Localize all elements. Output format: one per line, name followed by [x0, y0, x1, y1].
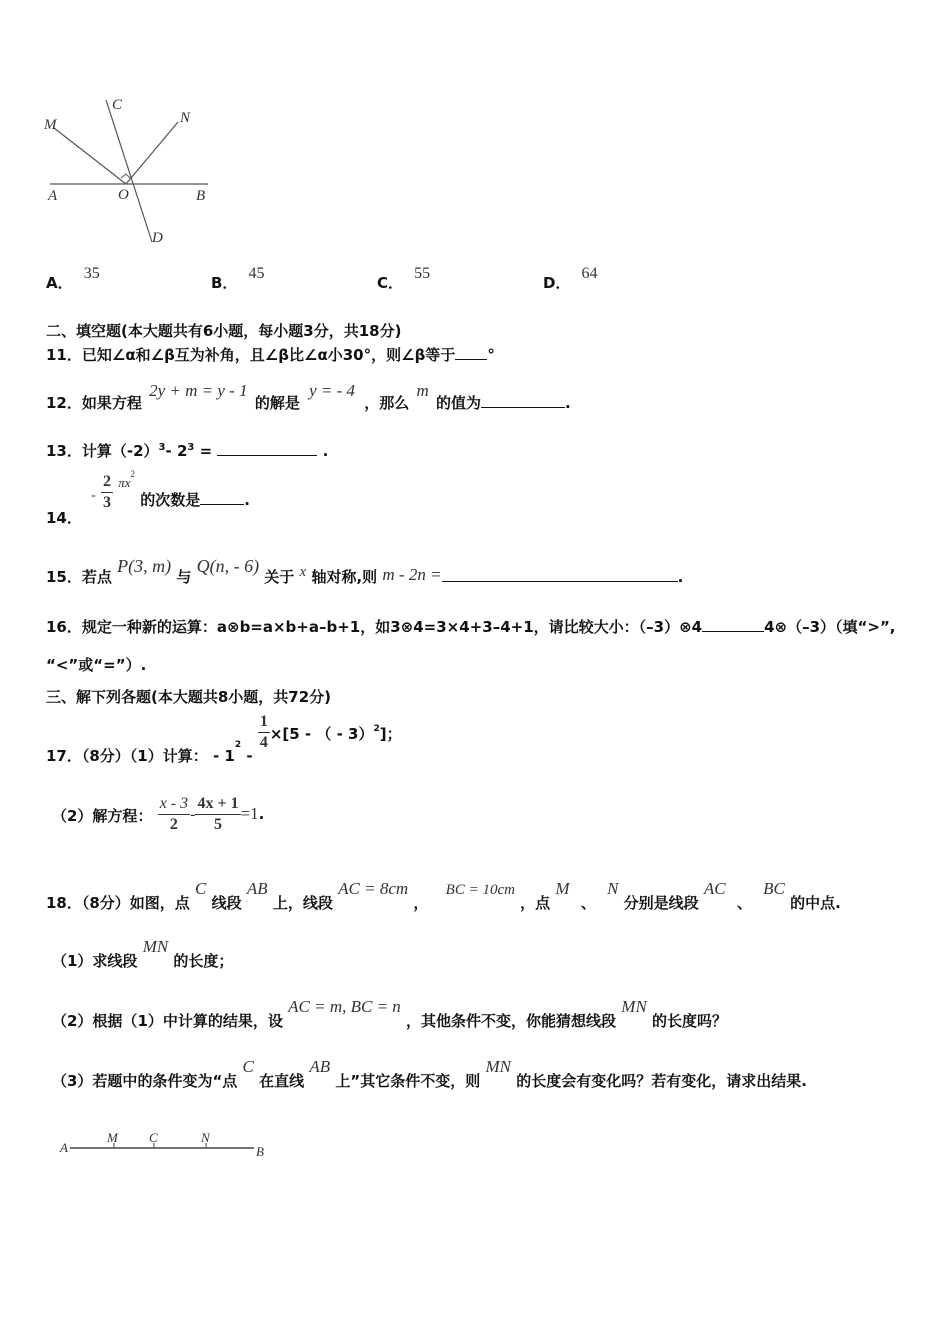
q18-line1: 18．（8分）如图，点 C 线段 AB 上，线段 AC = 8cm ， BC = 10cm ，点 M 、 N 分别是线段 AC 、 BC 的中点. — [46, 879, 841, 912]
label-d: D — [152, 230, 163, 246]
seg-label-a: A — [60, 1140, 68, 1155]
option-d-value: 64 — [581, 265, 598, 282]
seg-label-n: N — [201, 1130, 210, 1145]
q14: 14． - $\frac{2}{3}$ $\pi x^2$ 的次数是 . — [46, 469, 250, 527]
q12-equation: 2y + m = y - 1 — [149, 381, 248, 400]
label-a: A — [48, 188, 58, 204]
right-angle-mark — [121, 174, 131, 179]
ray-om — [54, 128, 126, 184]
q14-answer-blank[interactable] — [200, 490, 244, 505]
segment-figure — [56, 1126, 276, 1162]
label-n: N — [180, 110, 191, 126]
q17-part2: （2）解方程： $\frac{x - 3}{2}$ - $\frac{4x + 1}{5}$ =1. — [52, 795, 265, 833]
label-c: C — [112, 97, 123, 113]
label-m: M — [44, 117, 57, 133]
line-cd — [106, 100, 152, 242]
q13: 13．计算$(-2)^3-$ $2^3$ = . — [46, 442, 329, 460]
q17-fraction2: $\frac{4x + 1}{5}$ — [197, 795, 239, 833]
option-c-value: 55 — [414, 265, 431, 282]
section2-title: 二、填空题(本大题共有6小题，每小题3分，共18分) — [46, 322, 402, 340]
q11: 11．已知∠α和∠β互为补角，且∠β比∠α小30°，则∠β等于 ° — [46, 346, 495, 364]
q17-fraction: $\frac{1}{4}$ — [259, 713, 268, 751]
q15-point-p: P(3, m) — [117, 556, 172, 576]
q15-expression: m - 2n = — [382, 565, 442, 584]
q12-answer-blank[interactable] — [481, 393, 565, 408]
ray-on — [126, 122, 178, 184]
q15-point-q: Q(n, - 6) — [196, 556, 260, 576]
q14-fraction: $\frac{2}{3}$ — [103, 473, 112, 511]
option-b-value: 45 — [248, 265, 265, 282]
seg-label-c: C — [149, 1130, 158, 1145]
q16-line2: “<”或“=”）. — [46, 656, 147, 674]
q18-part2-expression: AC = m, BC = n — [288, 997, 401, 1016]
q15-answer-blank[interactable] — [442, 567, 678, 582]
q16-answer-blank[interactable] — [702, 617, 764, 632]
q18-part2: （2）根据（1）中计算的结果，设 AC = m, BC = n ，其他条件不变，你能猜想线段 MN 的长度吗？ — [52, 997, 728, 1030]
option-d: D． 64 — [543, 265, 598, 292]
q16: 16．规定一种新的运算：a⊗b=a×b+a–b+1，如3⊗4=3×4+3–4+1，请比较大小：（–3）⊗4 4⊗（–3）（填“>”, — [46, 618, 896, 636]
q11-answer-blank[interactable] — [455, 345, 487, 360]
q18-part1: （1）求线段 MN 的长度； — [52, 937, 234, 970]
q15: 15．若点 P(3, m) 与 Q(n, - 6) 关于 x 轴对称,则 m - 2n = . — [46, 556, 684, 586]
option-a: A． 35 — [46, 265, 100, 292]
label-o: O — [118, 187, 129, 203]
section3-title: 三、解下列各题(本大题共8小题，共72分) — [46, 688, 332, 706]
q18-ac-length: AC = 8cm — [338, 879, 409, 898]
seg-label-m: M — [107, 1130, 118, 1145]
label-b: B — [196, 188, 206, 204]
q17-part1: 17．（8分）（1）计算： - $1^2$ - $\frac{1}{4}$ ×[5 - （ - 3）$^2$]； — [46, 713, 402, 765]
option-b: B． 45 — [211, 265, 265, 292]
q12-solution: y = - 4 — [309, 381, 356, 400]
q18-bc-length: BC = 10cm — [445, 882, 515, 898]
q18-part3: （3）若题中的条件变为“点 C 在直线 AB 上”其它条件不变，则 MN 的长度会有变化吗？若有变化，请求出结果. — [52, 1057, 807, 1090]
angle-figure — [40, 92, 220, 252]
option-a-value: 35 — [83, 265, 100, 282]
option-c: C． 55 — [377, 265, 431, 292]
q17-fraction1: $\frac{x - 3}{2}$ — [159, 795, 189, 833]
q12: 12．如果方程 2y + m = y - 1 的解是 y = - 4 ，那么 m 的值为 . — [46, 381, 571, 412]
q13-answer-blank[interactable] — [217, 441, 317, 456]
seg-label-b: B — [256, 1144, 264, 1159]
